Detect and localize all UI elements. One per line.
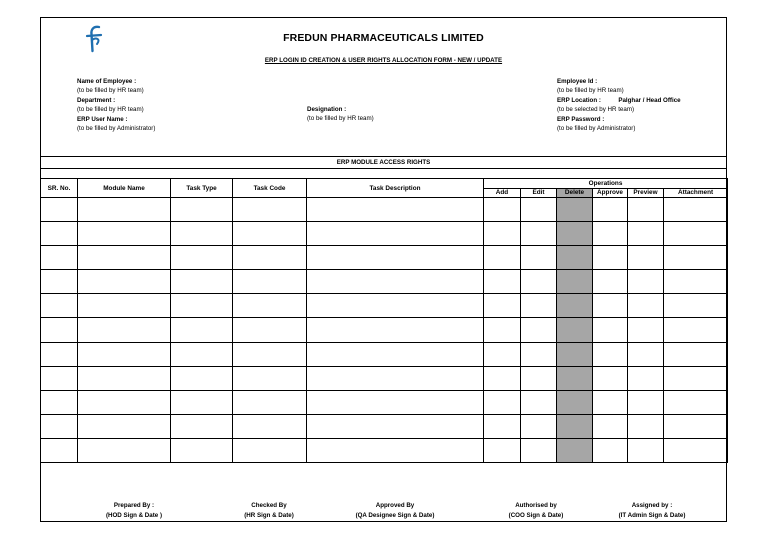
cell-task-type[interactable] xyxy=(171,438,233,462)
cell-task-description[interactable] xyxy=(307,294,484,318)
cell-task-code[interactable] xyxy=(233,270,307,294)
op-delete: Delete xyxy=(557,189,593,198)
signature-note: (IT Admin Sign & Date) xyxy=(618,511,686,519)
cell-approve[interactable] xyxy=(593,390,628,414)
cell-task-description[interactable] xyxy=(307,246,484,270)
cell-module-name[interactable] xyxy=(78,414,171,438)
cell-task-code[interactable] xyxy=(233,246,307,270)
cell-edit[interactable] xyxy=(521,318,557,342)
cell-delete xyxy=(557,270,593,294)
cell-task-type[interactable] xyxy=(171,366,233,390)
erp-location-label: ERP Location : xyxy=(557,96,601,104)
cell-task-type[interactable] xyxy=(171,246,233,270)
cell-approve[interactable] xyxy=(593,294,628,318)
cell-task-code[interactable] xyxy=(233,222,307,246)
cell-edit[interactable] xyxy=(521,342,557,366)
employee-name-label: Name of Employee : xyxy=(77,78,137,85)
cell-task-type[interactable] xyxy=(171,270,233,294)
op-approve: Approve xyxy=(593,189,628,198)
cell-task-description[interactable] xyxy=(307,270,484,294)
cell-add[interactable] xyxy=(484,270,521,294)
op-edit: Edit xyxy=(521,189,557,198)
cell-delete xyxy=(557,294,593,318)
cell-delete xyxy=(557,414,593,438)
cell-attachment[interactable] xyxy=(664,294,728,318)
cell-module-name[interactable] xyxy=(78,366,171,390)
signature-title: Authorised by xyxy=(515,502,557,509)
cell-delete xyxy=(557,198,593,222)
cell-preview[interactable] xyxy=(628,222,664,246)
cell-task-code[interactable] xyxy=(233,342,307,366)
cell-module-name[interactable] xyxy=(78,318,171,342)
signature-checked xyxy=(224,501,314,520)
table-row xyxy=(41,390,728,414)
op-preview: Preview xyxy=(628,189,664,198)
designation-label: Designation : xyxy=(307,106,347,113)
cell-task-code[interactable] xyxy=(233,294,307,318)
signature-assigned xyxy=(602,501,702,520)
table-row xyxy=(41,342,728,366)
cell-module-name[interactable] xyxy=(78,342,171,366)
cell-task-code[interactable] xyxy=(233,198,307,222)
cell-approve[interactable] xyxy=(593,222,628,246)
access-rights-table xyxy=(40,178,728,463)
cell-add[interactable] xyxy=(484,414,521,438)
table-row xyxy=(41,246,728,270)
erp-password-note: (to be filled by Administrator) xyxy=(557,124,636,132)
cell-sr-no[interactable] xyxy=(41,246,78,270)
erp-location-row xyxy=(557,96,681,105)
cell-preview[interactable] xyxy=(628,270,664,294)
cell-attachment[interactable] xyxy=(664,342,728,366)
cell-attachment[interactable] xyxy=(664,222,728,246)
cell-task-type[interactable] xyxy=(171,318,233,342)
cell-attachment[interactable] xyxy=(664,318,728,342)
col-task-type: Task Type xyxy=(171,179,233,198)
cell-sr-no[interactable] xyxy=(41,342,78,366)
signature-title: Assigned by : xyxy=(631,502,673,509)
cell-attachment[interactable] xyxy=(664,366,728,390)
col-operations: Operations xyxy=(484,179,728,189)
cell-task-description[interactable] xyxy=(307,438,484,462)
cell-attachment[interactable] xyxy=(664,414,728,438)
cell-task-type[interactable] xyxy=(171,198,233,222)
form-title xyxy=(41,57,726,64)
cell-module-name[interactable] xyxy=(78,270,171,294)
cell-preview[interactable] xyxy=(628,390,664,414)
cell-module-name[interactable] xyxy=(78,246,171,270)
cell-preview[interactable] xyxy=(628,294,664,318)
cell-module-name[interactable] xyxy=(78,438,171,462)
cell-sr-no[interactable] xyxy=(41,222,78,246)
signature-prepared xyxy=(89,501,179,520)
table-row xyxy=(41,366,728,390)
erp-user-label: ERP User Name : xyxy=(77,115,128,123)
cell-preview[interactable] xyxy=(628,318,664,342)
signature-title: Checked By xyxy=(251,502,287,509)
cell-approve[interactable] xyxy=(593,246,628,270)
cell-preview[interactable] xyxy=(628,342,664,366)
cell-attachment[interactable] xyxy=(664,198,728,222)
cell-add[interactable] xyxy=(484,222,521,246)
cell-add[interactable] xyxy=(484,438,521,462)
cell-task-description[interactable] xyxy=(307,318,484,342)
employee-id-label: Employee Id : xyxy=(557,78,598,85)
cell-task-type[interactable] xyxy=(171,414,233,438)
cell-task-code[interactable] xyxy=(233,414,307,438)
cell-add[interactable] xyxy=(484,246,521,270)
table-row xyxy=(41,438,728,462)
cell-preview[interactable] xyxy=(628,414,664,438)
erp-user-note: (to be filled by Administrator) xyxy=(77,124,156,132)
cell-delete xyxy=(557,438,593,462)
cell-sr-no[interactable] xyxy=(41,198,78,222)
cell-add[interactable] xyxy=(484,318,521,342)
cell-task-description[interactable] xyxy=(307,198,484,222)
cell-module-name[interactable] xyxy=(78,390,171,414)
cell-edit[interactable] xyxy=(521,414,557,438)
table-body xyxy=(41,198,728,463)
company-name: FREDUN PHARMACEUTICALS LIMITED xyxy=(283,32,484,44)
right-info-block xyxy=(557,77,681,133)
section-title: ERP MODULE ACCESS RIGHTS xyxy=(41,156,726,169)
cell-approve[interactable] xyxy=(593,366,628,390)
cell-edit[interactable] xyxy=(521,270,557,294)
cell-preview[interactable] xyxy=(628,246,664,270)
cell-add[interactable] xyxy=(484,366,521,390)
table-row xyxy=(41,414,728,438)
cell-module-name[interactable] xyxy=(78,198,171,222)
col-sr-no: SR. No. xyxy=(41,179,78,198)
col-task-description: Task Description xyxy=(307,179,484,198)
col-task-code: Task Code xyxy=(233,179,307,198)
cell-edit[interactable] xyxy=(521,246,557,270)
cell-task-code[interactable] xyxy=(233,366,307,390)
cell-add[interactable] xyxy=(484,342,521,366)
cell-approve[interactable] xyxy=(593,438,628,462)
cell-module-name[interactable] xyxy=(78,294,171,318)
erp-password-label: ERP Password : xyxy=(557,115,605,123)
employee-name-note: (to be filled by HR team) xyxy=(77,87,144,95)
cell-edit[interactable] xyxy=(521,198,557,222)
table-row xyxy=(41,198,728,222)
cell-approve[interactable] xyxy=(593,342,628,366)
designation-note: (to be filled by HR team) xyxy=(307,115,374,123)
cell-task-description[interactable] xyxy=(307,414,484,438)
cell-delete xyxy=(557,318,593,342)
cell-sr-no[interactable] xyxy=(41,414,78,438)
cell-delete xyxy=(557,222,593,246)
cell-preview[interactable] xyxy=(628,438,664,462)
col-module-name: Module Name xyxy=(78,179,171,198)
cell-add[interactable] xyxy=(484,294,521,318)
department-note: (to be filled by HR team) xyxy=(77,106,144,114)
cell-approve[interactable] xyxy=(593,270,628,294)
table-row xyxy=(41,270,728,294)
cell-attachment[interactable] xyxy=(664,270,728,294)
cell-task-description[interactable] xyxy=(307,222,484,246)
mid-info-block xyxy=(307,105,374,124)
cell-edit[interactable] xyxy=(521,438,557,462)
left-info-block xyxy=(77,77,155,133)
form-title-text: ERP LOGIN ID CREATION & USER RIGHTS ALLOCATION FORM - NEW / UPDATE xyxy=(264,57,503,64)
cell-task-code[interactable] xyxy=(233,318,307,342)
table-row xyxy=(41,294,728,318)
table-row xyxy=(41,318,728,342)
cell-attachment[interactable] xyxy=(664,246,728,270)
cell-preview[interactable] xyxy=(628,366,664,390)
cell-preview[interactable] xyxy=(628,198,664,222)
erp-location-note: (to be selected by HR team) xyxy=(557,106,635,114)
cell-task-type[interactable] xyxy=(171,222,233,246)
signature-note: (COO Sign & Date) xyxy=(508,511,564,519)
cell-task-description[interactable] xyxy=(307,390,484,414)
cell-task-type[interactable] xyxy=(171,390,233,414)
table-row xyxy=(41,222,728,246)
signature-title: Prepared By : xyxy=(113,502,155,509)
signature-note: (QA Designee Sign & Date) xyxy=(355,511,435,519)
cell-delete xyxy=(557,342,593,366)
cell-edit[interactable] xyxy=(521,294,557,318)
cell-edit[interactable] xyxy=(521,366,557,390)
department-label: Department : xyxy=(77,96,116,104)
signature-note: (HR Sign & Date) xyxy=(244,511,294,519)
cell-sr-no[interactable] xyxy=(41,390,78,414)
cell-task-type[interactable] xyxy=(171,294,233,318)
signature-footer xyxy=(41,483,726,523)
signature-title: Approved By xyxy=(375,502,415,509)
employee-id-note: (to be filled by HR team) xyxy=(557,87,624,95)
cell-sr-no[interactable] xyxy=(41,366,78,390)
signature-approved xyxy=(340,501,450,520)
cell-approve[interactable] xyxy=(593,414,628,438)
cell-task-description[interactable] xyxy=(307,366,484,390)
cell-approve[interactable] xyxy=(593,198,628,222)
erp-location-value: Palghar / Head Office xyxy=(618,96,681,104)
cell-add[interactable] xyxy=(484,390,521,414)
cell-module-name[interactable] xyxy=(78,222,171,246)
cell-attachment[interactable] xyxy=(664,438,728,462)
cell-edit[interactable] xyxy=(521,390,557,414)
cell-edit[interactable] xyxy=(521,222,557,246)
signature-note: (HOD Sign & Date ) xyxy=(105,511,163,519)
cell-sr-no[interactable] xyxy=(41,294,78,318)
cell-add[interactable] xyxy=(484,198,521,222)
cell-delete xyxy=(557,366,593,390)
cell-sr-no[interactable] xyxy=(41,318,78,342)
cell-approve[interactable] xyxy=(593,318,628,342)
cell-sr-no[interactable] xyxy=(41,438,78,462)
cell-task-code[interactable] xyxy=(233,390,307,414)
cell-task-type[interactable] xyxy=(171,342,233,366)
cell-task-description[interactable] xyxy=(307,342,484,366)
cell-task-code[interactable] xyxy=(233,438,307,462)
cell-attachment[interactable] xyxy=(664,390,728,414)
cell-sr-no[interactable] xyxy=(41,270,78,294)
op-attachment: Attachment xyxy=(664,189,728,198)
cell-delete xyxy=(557,390,593,414)
cell-delete xyxy=(557,246,593,270)
signature-authorised xyxy=(491,501,581,520)
op-add: Add xyxy=(484,189,521,198)
form-sheet xyxy=(40,17,727,522)
